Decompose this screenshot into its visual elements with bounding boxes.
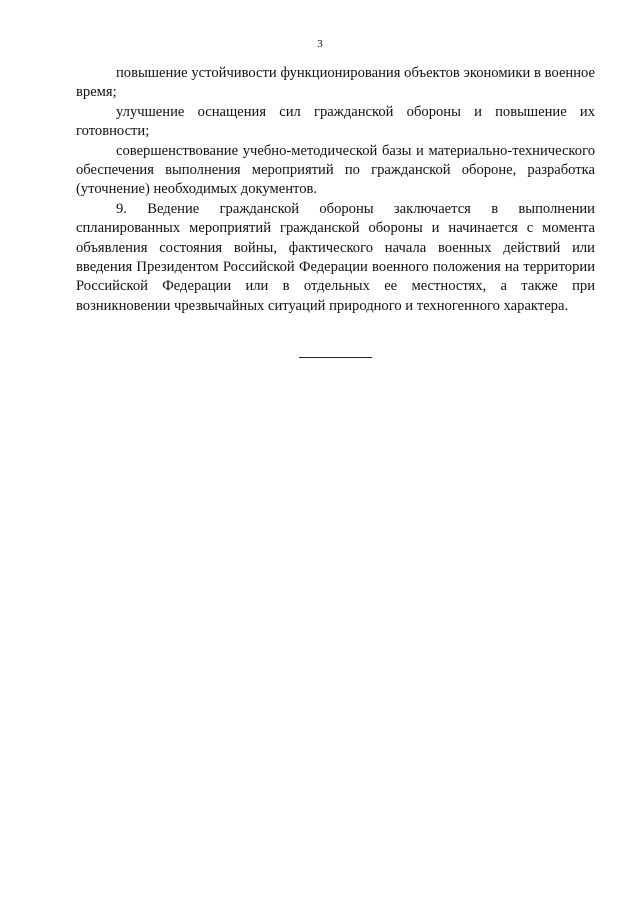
paragraph-economic-stability: повышение устойчивости функционирования объектов экономики в военное время;	[76, 65, 595, 101]
paragraph-training-base: совершенствование учебно-методической базы и материально-технического обеспечения выполнения мероприятий по гражданской обороне, разработка (уточнение) необходимых документов.	[76, 142, 595, 198]
end-of-text-divider	[299, 357, 372, 358]
paragraph-item-9: 9. Ведение гражданской обороны заключается в выполнении спланированных мероприятий гражданской обороны и начинается с момента объявления состояния войны, фактического начала военных действий или введения Президентом Российской Федерации военного положения на территории Российской Федерации или в отдельных ее местностях, а также при возникновении чрезвычайных ситуаций природного и техногенного характера.	[76, 200, 595, 314]
paragraph-forces-equipment: улучшение оснащения сил гражданской обороны и повышение их готовности;	[76, 103, 595, 140]
document-body	[76, 64, 595, 316]
page-number: 3	[317, 38, 323, 50]
